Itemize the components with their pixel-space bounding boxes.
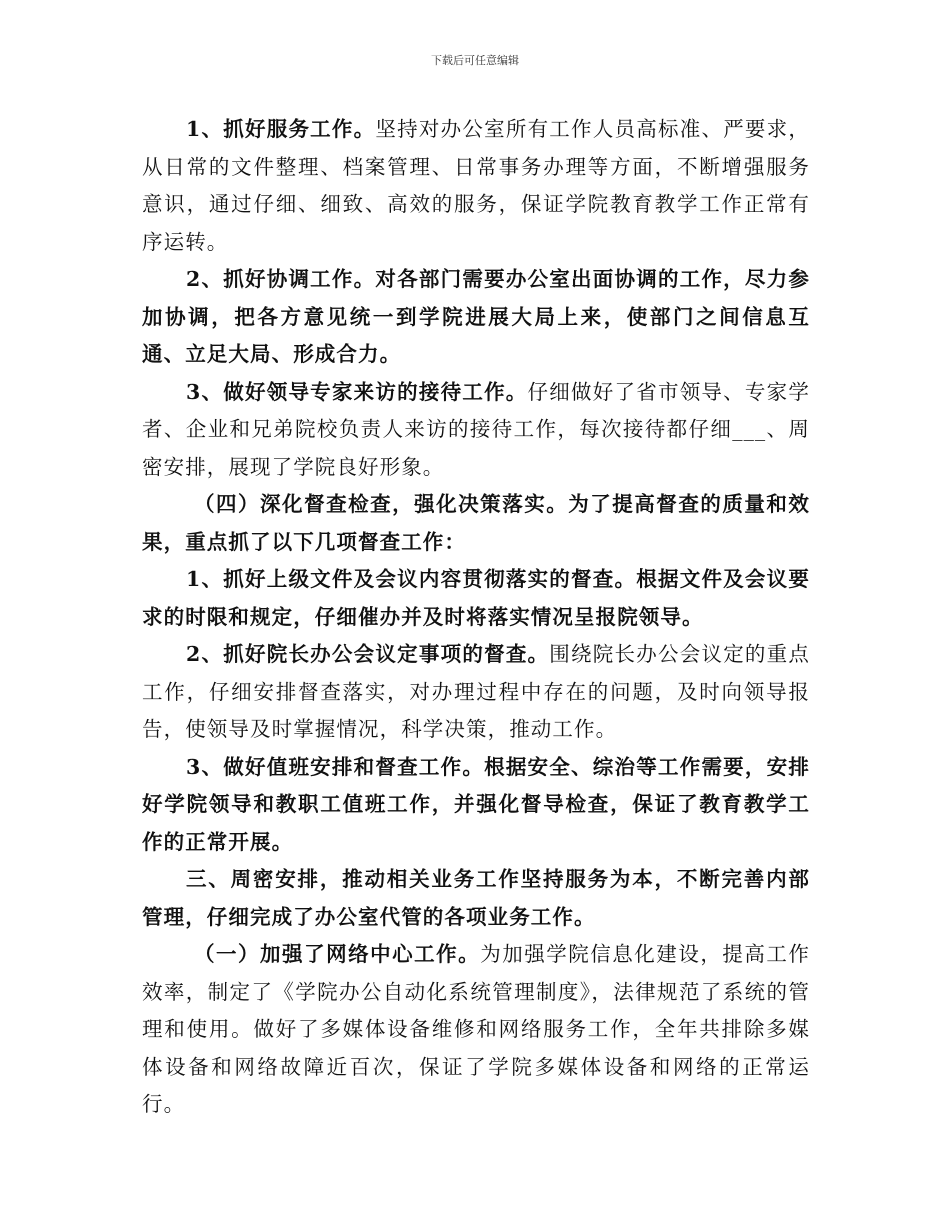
paragraph-body: 围绕院长办公会议定的重点工作，仔细安排督查落实，对办理过程中存在的问题，及时向领导报告，使领导及时掌握情况，科学决策，推动工作。	[142, 642, 810, 741]
paragraph-network-center	[142, 936, 810, 1124]
section-heading: 三、周密安排，推动相关业务工作坚持服务为本，不断完善内部管理，仔细完成了办公室代管的各项业务工作。	[142, 867, 810, 929]
page-header: 下载后可任意编辑	[431, 54, 519, 67]
paragraph-lead: 3、做好值班安排和督查工作。根据安全、综治等工作需要，安排好学院领导和教职工值班工作，并强化督导检查，保证了教育教学工作的正常开展。	[142, 754, 810, 854]
paragraph-lead: 1、抓好服务工作。	[186, 117, 376, 141]
paragraph-body: 坚持对办公室所有工作人员高标准、严要求，从日常的文件整理、档案管理、日常事务办理等方面，不断增强服务意识，通过仔细、细致、高效的服务，保证学院教育教学工作正常有序运转。	[142, 117, 811, 254]
paragraph-lead: 3、做好领导专家来访的接待工作。	[186, 379, 528, 404]
section-heading-supervision	[142, 486, 810, 561]
paragraph-body: 为加强学院信息化建设，提高工作效率，制定了《学院办公自动化系统管理制度》，法律规范了系统的管理和使用。做好了多媒体设备维修和网络服务工作，全年共排除多媒体设备和网络故障近百次，保证了学院多媒体设备和网络的正常运行。	[142, 942, 810, 1116]
document-body	[142, 111, 810, 1124]
section-heading-arrangement	[142, 861, 810, 936]
paragraph-document-supervision	[142, 561, 810, 636]
paragraph-lead: 2、抓好协调工作。对各部门需要办公室出面协调的工作，尽力参加协调，把各方意见统一到学院进展大局上来，使部门之间信息互通、立足大局、形成合力。	[142, 267, 810, 366]
paragraph-lead: （一）加强了网络中心工作。	[194, 942, 481, 966]
paragraph-duty-supervision	[142, 749, 810, 862]
paragraph-coordination-work	[142, 261, 810, 374]
paragraph-body: 仔细做好了省市领导、专家学者、企业和兄弟院校负责人来访的接待工作，每次接待都仔细___、周密安排，展现了学院良好形象。	[142, 379, 810, 479]
paragraph-meeting-supervision	[142, 636, 810, 749]
paragraph-lead: 1、抓好上级文件及会议内容贯彻落实的督查。根据文件及会议要求的时限和规定，仔细催办并及时将落实情况呈报院领导。	[142, 567, 810, 629]
section-heading: （四）深化督查检查，强化决策落实。为了提高督查的质量和效果，重点抓了以下几项督查工作：	[142, 492, 810, 554]
paragraph-reception-work	[142, 374, 810, 487]
paragraph-lead: 2、抓好院长办公会议定事项的督查。	[186, 642, 550, 666]
paragraph-service-work	[142, 111, 810, 261]
